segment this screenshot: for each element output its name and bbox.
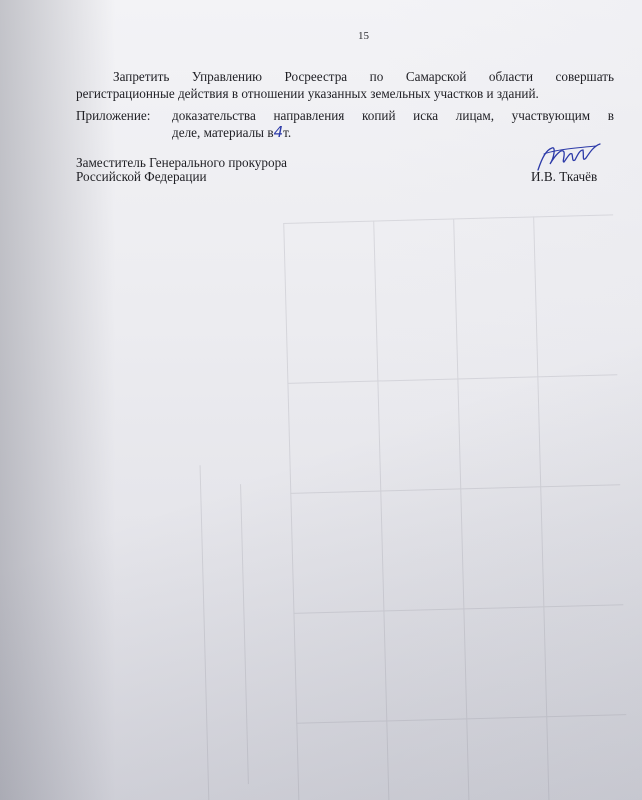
signatory-title-line-2: Российской Федерации [76, 169, 207, 184]
signatory-title-line-1: Заместитель Генерального прокурора [76, 155, 288, 170]
appendix-label: Приложение: [76, 108, 151, 123]
signature-icon [534, 140, 604, 176]
signatory-name: И.В. Ткачёв [531, 169, 598, 184]
appendix-line-1: доказательства направления копий иска лицам, участвующим в [172, 108, 614, 123]
appendix-line-2-suffix: т. [283, 125, 292, 140]
appendix-line-2 [172, 124, 291, 141]
bleed-through-table [132, 153, 642, 800]
handwritten-volume-count: 4 [273, 123, 284, 141]
page-number: 15 [358, 30, 369, 42]
paragraph-line-2: регистрационные действия в отношении указанных земельных участков и зданий. [76, 86, 539, 101]
paragraph-line-1: Запретить Управлению Росреестра по Самарской области совершать [113, 69, 614, 84]
appendix-line-2-prefix: деле, материалы в [172, 125, 274, 140]
